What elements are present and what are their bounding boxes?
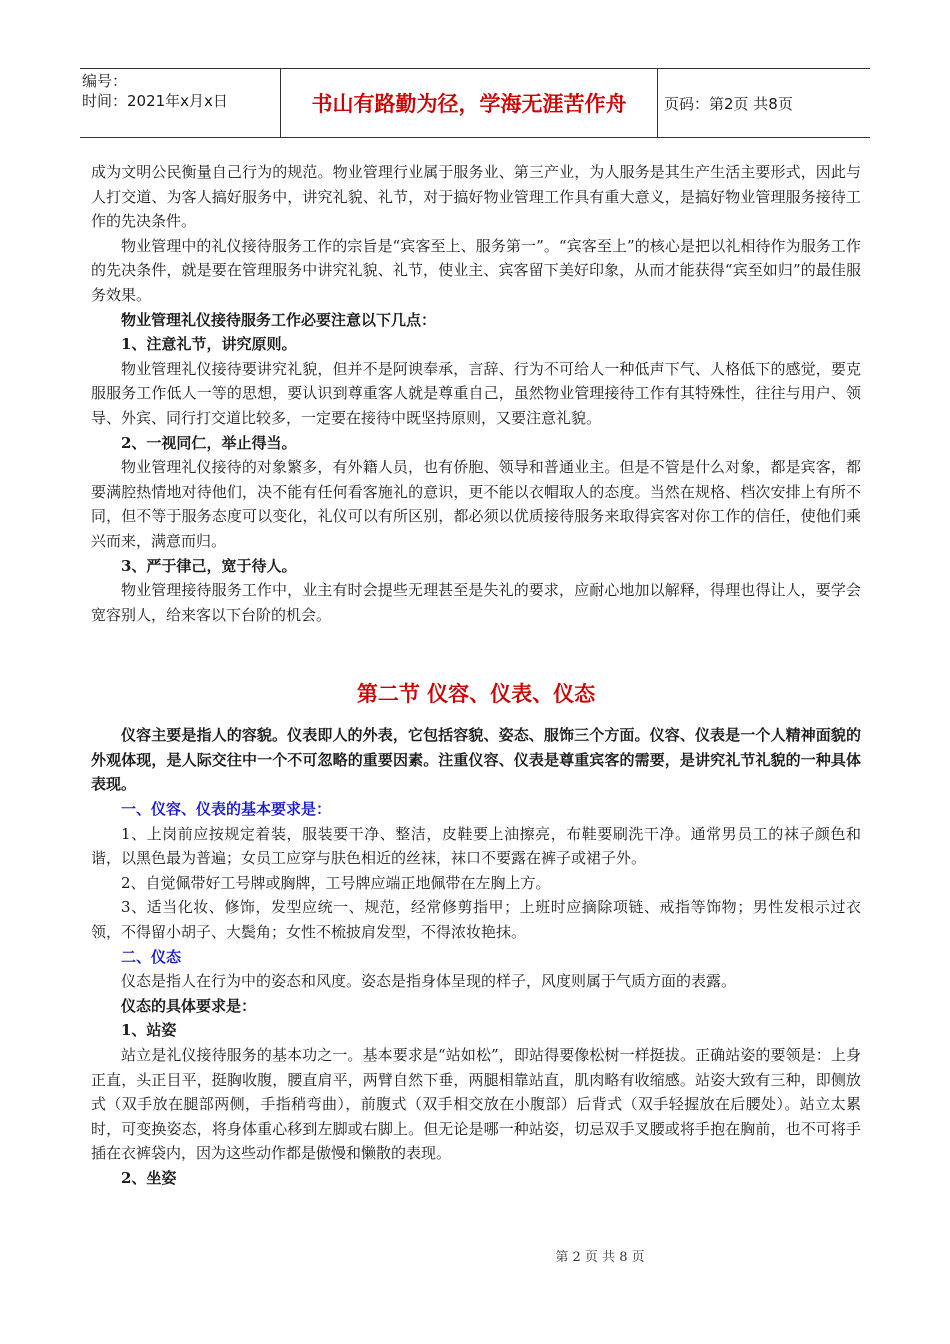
bold-paragraph: 仪容主要是指人的容貌。仪表即人的外表，它包括容貌、姿态、服饰三个方面。仪容、仪表是一个人精神面貌的外观体现，是人际交往中一个不可忽略的重要因素。注重仪容、仪表是尊重宾客的需要，是讲究礼节礼貌的一种具体表现。: [91, 726, 861, 794]
page-footer: [0, 1246, 950, 1265]
header-motto: 书山有路勤为径，学海无涯苦作舟: [280, 69, 658, 137]
paragraph: 成为文明公民衡量自己行为的规范。物业管理行业属于服务业、第三产业，为人服务是其生产生活主要形式，因此与人打交道、为客人搞好服务中，讲究礼貌、礼节，对于搞好物业管理工作具有重大意义，是搞好物业管理服务接待工作的先决条件。: [91, 163, 861, 231]
point-heading-1: 1、注意礼节，讲究原则。: [121, 335, 297, 354]
document-body: [91, 160, 861, 1191]
point-heading-5: 2、坐姿: [121, 1168, 177, 1187]
header-page-code: 页码：第2页 共8页: [664, 94, 793, 113]
paragraph: 3、适当化妆、修饰，发型应统一、规范，经常修剪指甲；上班时应摘除项链、戒指等饰物；男性发根示过衣领，不得留小胡子、大鬓角；女性不梳披肩发型，不得浓妆艳抹。: [91, 898, 861, 942]
paragraph: 物业管理接待服务工作中，业主有时会提些无理甚至是失礼的要求，应耐心地加以解释，得理也得让人，要学会宽容别人，给来客以下台阶的机会。: [91, 581, 861, 624]
subheading-blue-2: 二、仪态: [121, 947, 182, 966]
point-heading-2: 2、一视同仁，举止得当。: [121, 433, 297, 452]
time-label: 时间：2021年x月x日: [82, 92, 228, 110]
footer-page-number: 第 2 页 共 8 页: [555, 1250, 645, 1265]
section-title: 第二节 仪容、仪表、仪态: [356, 682, 596, 707]
paragraph: 物业管理礼仪接待要讲究礼貌，但并不是阿谀奉承，言辞、行为不可给人一种低声下气、人格低下的感觉，要克服服务工作低人一等的思想，要认识到尊重客人就是尊重自己，虽然物业管理接待工作有其特殊性，往往与用户、领导、外宾、同行打交道比较多，一定要在接待中既坚持原则，又要注意礼貌。: [91, 359, 861, 427]
page-header: [80, 68, 870, 138]
bold-paragraph: 物业管理礼仪接待服务工作必要注意以下几点：: [121, 310, 437, 329]
paragraph: 物业管理礼仪接待的对象繁多，有外籍人员，也有侨胞、领导和普通业主。但是不管是什么对象，都是宾客，都要满腔热情地对待他们，决不能有任何看客施礼的意识，更不能以衣帽取人的态度。当然在规格、档次安排上有所不同，但不等于服务态度可以变化，礼仪可以有所区别，都必须以优质接待服务来取得宾客对你工作的信任，使他们乘兴而来，满意而归。: [91, 458, 861, 550]
paragraph: 2、自觉佩带好工号牌或胸牌，工号牌应端正地佩带在左胸上方。: [121, 873, 551, 892]
point-heading-3: 3、严于律己，宽于待人。: [121, 556, 297, 575]
paragraph: 站立是礼仪接待服务的基本功之一。基本要求是“站如松”，即站得要像松树一样挺拔。正确站姿的要领是：上身正直，头正目平，挺胸收腹，腰直肩平，两臂自然下垂，两腿相靠站直，肌肉略有收缩感。站姿大致有三种，即侧放式（双手放在腿部两侧，手指稍弯曲），前腹式（双手相交放在小腹部）后背式（双手轻握放在后腰处）。站立太累时，可变换姿态，将身体重心移到左脚或右脚上。但无论是哪一种站姿，切忌双手叉腰或将手抱在胸前，也不可将手插在衣裤袋内，因为这些动作都是傲慢和懒散的表现。: [91, 1046, 861, 1163]
header-meta: [82, 71, 282, 135]
paragraph: 1、上岗前应按规定着装，服装要干净、整洁，皮鞋要上油擦亮，布鞋要刷洗干净。通常男员工的袜子颜色和谐，以黑色最为普遍；女员工应穿与肤色相近的丝袜，袜口不要露在裤子或裙子外。: [91, 824, 861, 868]
bold-paragraph: 仪态的具体要求是：: [121, 996, 257, 1015]
point-heading-4: 1、站姿: [121, 1021, 177, 1040]
doc-number-label: 编号：: [82, 72, 128, 90]
paragraph: 仪态是指人在行为中的姿态和风度。姿态是指身体呈现的样子，风度则属于气质方面的表露。: [121, 972, 737, 991]
subheading-blue-1: 一、仪容、仪表的基本要求是：: [121, 800, 332, 819]
paragraph: 物业管理中的礼仪接待服务工作的宗旨是“宾客至上、服务第一”。“宾客至上”的核心是把以礼相待作为服务工作的先决条件，就是要在管理服务中讲究礼貌、礼节，使业主、宾客留下美好印象，从而才能获得“宾至如归”的最佳服务效果。: [91, 236, 861, 304]
